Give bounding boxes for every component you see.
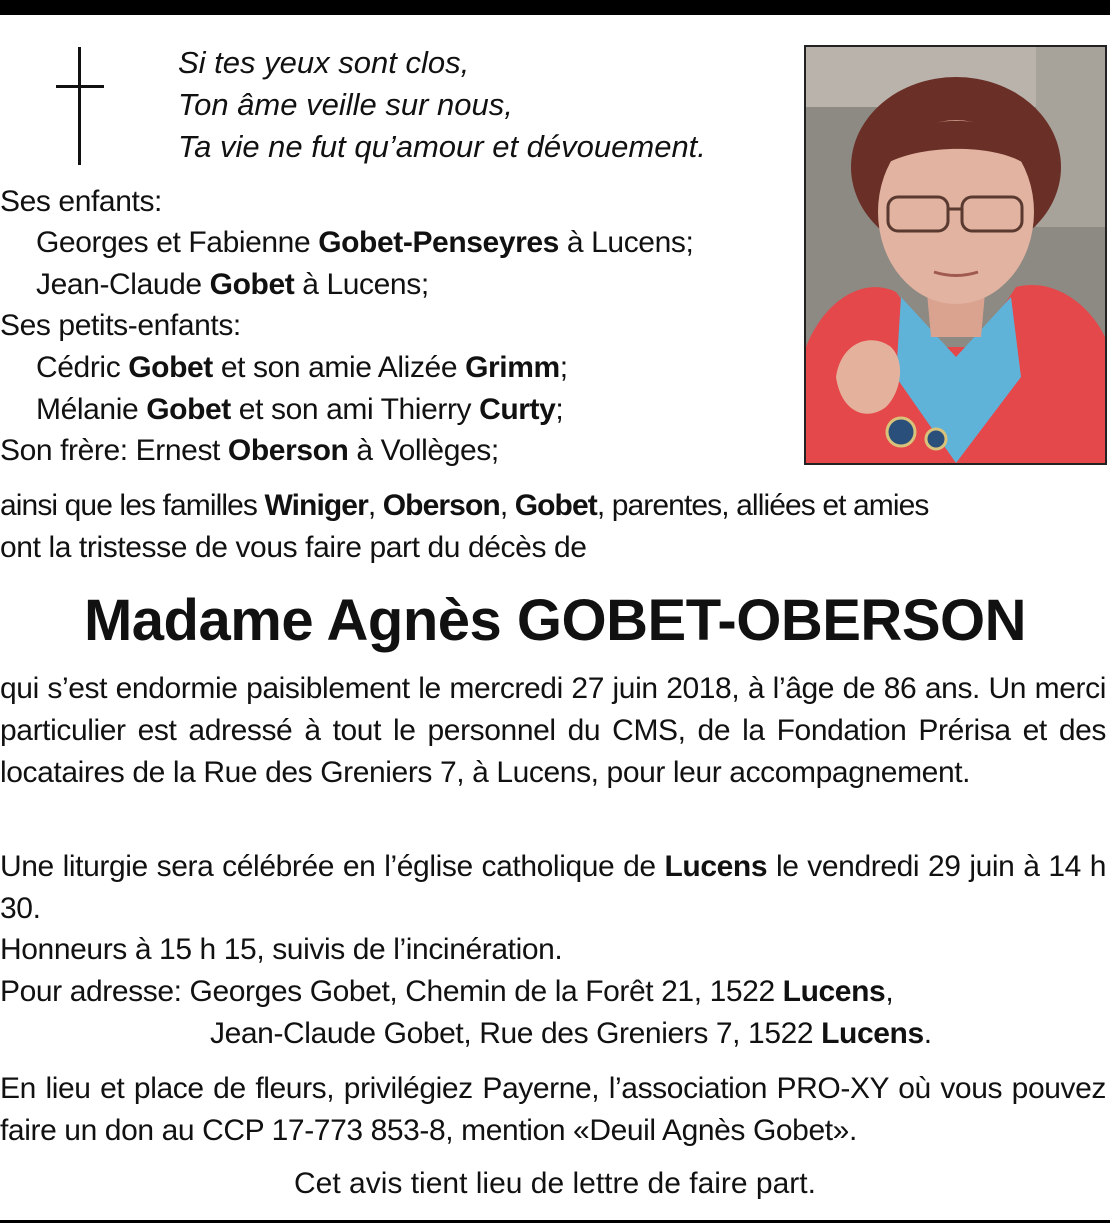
poem-line: Ton âme veille sur nous,: [178, 87, 513, 122]
passing-paragraph: qui s’est endormie paisiblement le mercredi 27 juin 2018, à l’âge de 86 ans. Un merci particulier est adressé à tout le personnel du CMS, de la Fondation Prérisa et des locataires de la Rue des Greniers 7, à Lucens, pour leur accompagnement.: [0, 672, 1106, 789]
liturgy-paragraph: Une liturgie sera célébrée en l’église catholique de Lucens le vendredi 29 juin à 14 h 30.: [0, 850, 1106, 925]
brother-line: Son frère: Ernest Oberson à Vollèges;: [0, 434, 499, 467]
child-line: Georges et Fabienne Gobet-Penseyres à Lucens;: [36, 226, 694, 259]
child-line: Jean-Claude Gobet à Lucens;: [36, 268, 429, 301]
address-line: Pour adresse: Georges Gobet, Chemin de la Forêt 21, 1522 Lucens,: [0, 975, 894, 1008]
grandchild-line: Mélanie Gobet et son ami Thierry Curty;: [36, 393, 564, 426]
bottom-rule: [0, 1220, 1110, 1223]
poem: [178, 42, 788, 168]
portrait-photo: [804, 45, 1107, 465]
families-line: ainsi que les familles Winiger, Oberson, Gobet, parentes, alliées et amies: [0, 489, 929, 522]
grandchild-line: Cédric Gobet et son amie Alizée Grimm;: [36, 351, 568, 384]
deceased-name: Madame Agnès GOBET-OBERSON: [83, 588, 1027, 653]
poem-line: Ta vie ne fut qu’amour et dévouement.: [178, 129, 706, 164]
top-rule: [0, 0, 1110, 15]
donation-paragraph: En lieu et place de fleurs, privilégiez Payerne, l’association PRO-XY où vous pouvez faire un don au CCP 17-773 853-8, mention «Deuil Agnès Gobet».: [0, 1072, 1106, 1147]
closing-line: Cet avis tient lieu de lettre de faire part.: [294, 1167, 816, 1200]
grandchildren-heading: Ses petits-enfants:: [0, 309, 241, 342]
families-line-2: ont la tristesse de vous faire part du décès de: [0, 531, 587, 564]
children-heading: Ses enfants:: [0, 185, 162, 218]
poem-line: Si tes yeux sont clos,: [178, 45, 470, 80]
honours-line: Honneurs à 15 h 15, suivis de l’incinération.: [0, 933, 563, 966]
address-line-2: Jean-Claude Gobet, Rue des Greniers 7, 1522 Lucens.: [210, 1017, 932, 1050]
